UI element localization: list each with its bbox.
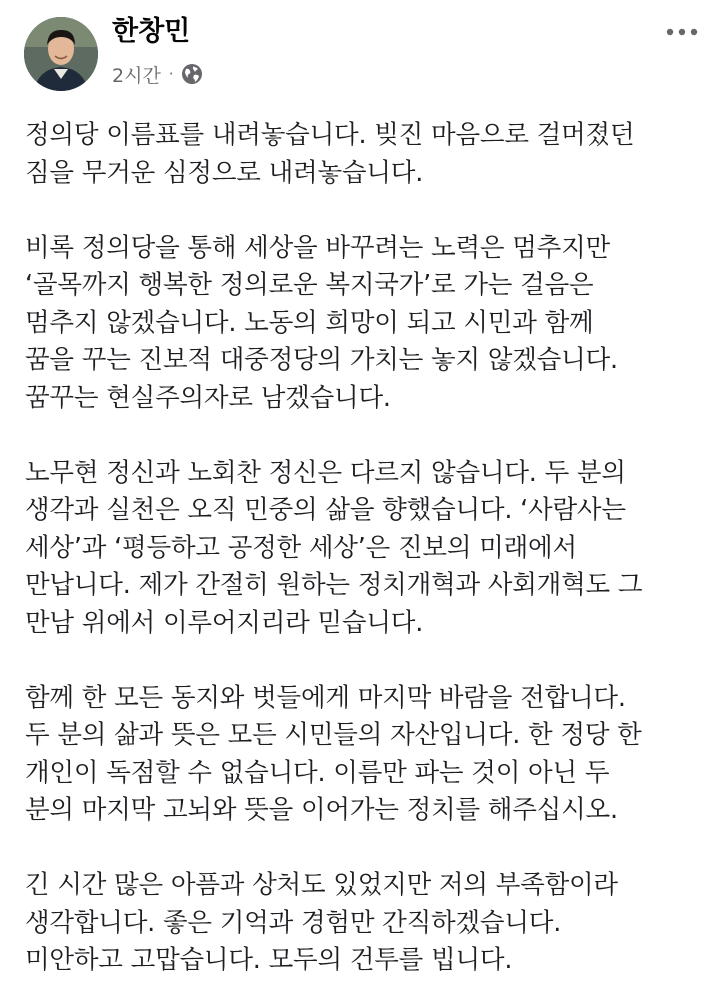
text-line: 미안하고 고맙습니다. 모두의 건투를 빕니다. bbox=[25, 945, 513, 975]
avatar-photo bbox=[24, 17, 98, 91]
text-line: 꿈을 꾸는 진보적 대중정당의 가치는 놓지 않겠습니다. bbox=[25, 345, 618, 375]
paragraph-gap bbox=[25, 642, 705, 680]
author-name[interactable]: 한창민 bbox=[112, 16, 191, 47]
globe-icon[interactable] bbox=[181, 63, 203, 85]
text-line: 짐을 무거운 심정으로 내려놓습니다. bbox=[25, 157, 424, 188]
text-line: 비록 정의당을 통해 세상을 바꾸려는 노력은 멈추지만 bbox=[25, 232, 610, 263]
text-line: 만남 위에서 이루어지리라 믿습니다. bbox=[25, 607, 424, 638]
text-line: 멈추지 않겠습니다. 노동의 희망이 되고 시민과 함께 bbox=[25, 307, 594, 338]
text-line: 분의 마지막 고뇌와 뜻을 이어가는 정치를 해주십시오. bbox=[25, 795, 618, 825]
paragraph-2 bbox=[25, 230, 705, 418]
text-line: 세상’과 ‘평등하고 공정한 세상’은 진보의 미래에서 bbox=[25, 532, 577, 563]
paragraph-5 bbox=[25, 867, 705, 980]
text-line: ‘골목까지 행복한 정의로운 복지국가’로 가는 걸음은 bbox=[25, 270, 594, 300]
more-options-icon[interactable] bbox=[660, 14, 704, 50]
post-body bbox=[25, 117, 705, 980]
text-line: 생각과 실천은 오직 민중의 삶을 향했습니다. ‘사람사는 bbox=[25, 495, 626, 525]
paragraph-gap bbox=[25, 830, 705, 868]
paragraph-1 bbox=[25, 117, 705, 192]
paragraph-gap bbox=[25, 417, 705, 455]
text-line: 두 분의 삶과 뜻은 모든 시민들의 자산입니다. 한 정당 한 bbox=[25, 720, 642, 750]
text-line: 개인이 독점할 수 없습니다. 이름만 파는 것이 아닌 두 bbox=[25, 757, 610, 788]
text-line: 꿈꾸는 현실주의자로 남겠습니다. bbox=[25, 382, 391, 413]
post-meta bbox=[112, 59, 203, 89]
text-line: 긴 시간 많은 아픔과 상처도 있었지만 저의 부족함이라 bbox=[25, 870, 618, 900]
paragraph-4 bbox=[25, 680, 705, 830]
post-time[interactable]: 2시간 bbox=[112, 64, 161, 87]
meta-separator: · bbox=[168, 65, 174, 83]
text-line: 정의당 이름표를 내려놓습니다. 빚진 마음으로 걸머졌던 bbox=[25, 120, 635, 150]
text-line: 함께 한 모든 동지와 벗들에게 마지막 바람을 전합니다. bbox=[25, 682, 626, 713]
text-line: 생각합니다. 좋은 기억과 경험만 간직하겠습니다. bbox=[25, 907, 562, 938]
text-line: 만납니다. 제가 간절히 원하는 정치개혁과 사회개혁도 그 bbox=[25, 570, 643, 600]
text-line: 노무현 정신과 노회찬 정신은 다르지 않습니다. 두 분의 bbox=[25, 457, 626, 488]
paragraph-3 bbox=[25, 455, 705, 643]
post-header bbox=[0, 0, 720, 100]
avatar[interactable] bbox=[24, 17, 98, 91]
paragraph-gap bbox=[25, 192, 705, 230]
